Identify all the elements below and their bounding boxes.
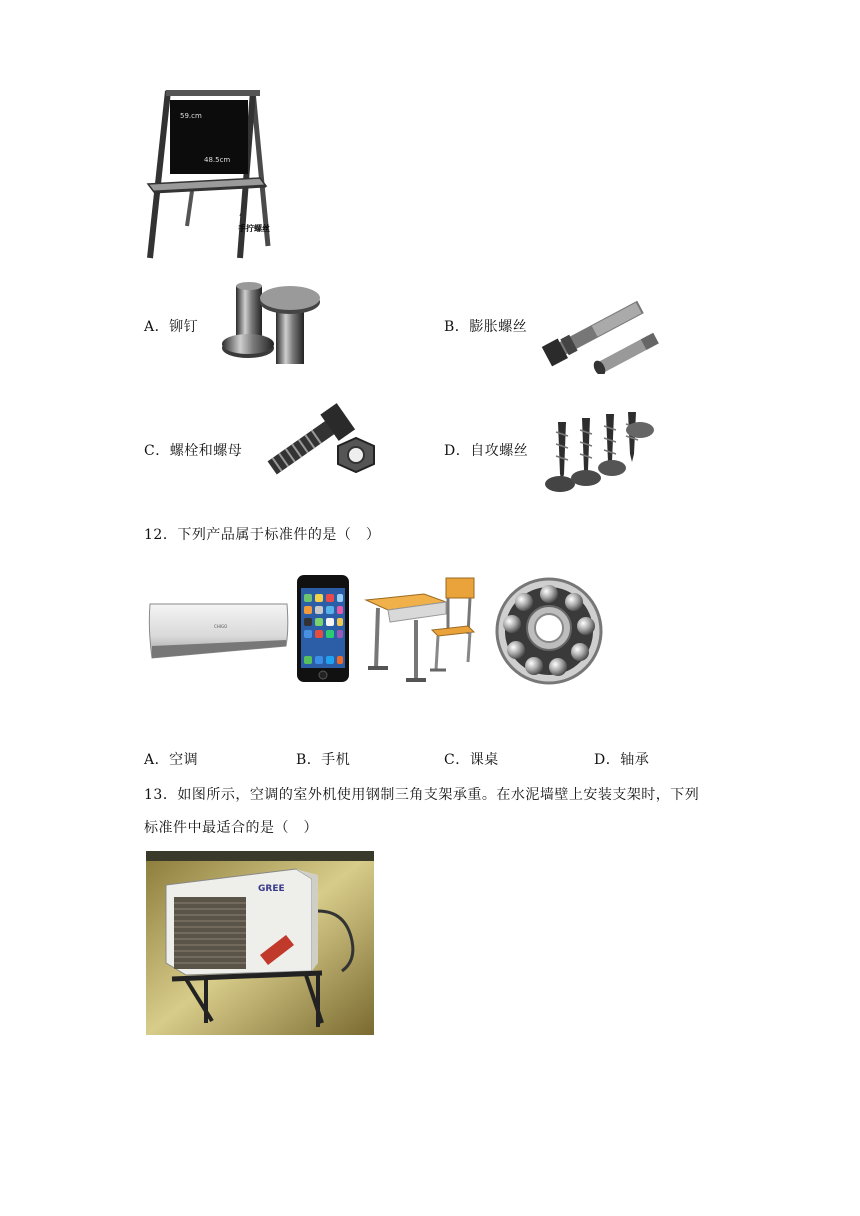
self-tapping-screw-image xyxy=(540,402,660,494)
air-conditioner-image xyxy=(146,600,291,662)
question-13-line1: 13．如图所示，空调的室外机使用钢制三角支架承重。在水泥墙壁上安装支架时，下列 xyxy=(144,787,700,803)
option-b-expansion-bolt: B．膨胀螺丝 xyxy=(444,319,528,335)
gree-brand-label: GREE xyxy=(258,884,285,894)
bearing-image xyxy=(494,576,604,686)
mobile-phone-image xyxy=(296,574,351,684)
outdoor-ac-unit-photo xyxy=(146,851,374,1035)
option-d-self-tapping-screw: D．自攻螺丝 xyxy=(444,443,529,459)
easel-image xyxy=(140,86,275,261)
easel-label-knob: 手拧螺丝 xyxy=(238,224,270,233)
ac-brand-label: CHIGO xyxy=(214,624,228,629)
rivet-image xyxy=(218,278,323,368)
easel-label-bottom: 48.5cm xyxy=(204,156,231,164)
q12-option-d: D．轴承 xyxy=(594,752,650,768)
question-12: 12．下列产品属于标准件的是（ ） xyxy=(144,527,381,543)
school-desk-image xyxy=(362,574,480,686)
q12-option-a: A．空调 xyxy=(144,752,199,768)
easel-label-top: 59.cm xyxy=(180,112,202,120)
option-a-rivet: A．铆钉 xyxy=(144,319,199,335)
question-13-line2: 标准件中最适合的是（ ） xyxy=(144,820,318,836)
option-c-bolt-nut: C．螺栓和螺母 xyxy=(144,443,243,459)
expansion-bolt-image xyxy=(536,284,666,374)
q12-option-b: B．手机 xyxy=(296,752,351,768)
q12-option-c: C．课桌 xyxy=(444,752,499,768)
bolt-nut-image xyxy=(256,398,381,486)
